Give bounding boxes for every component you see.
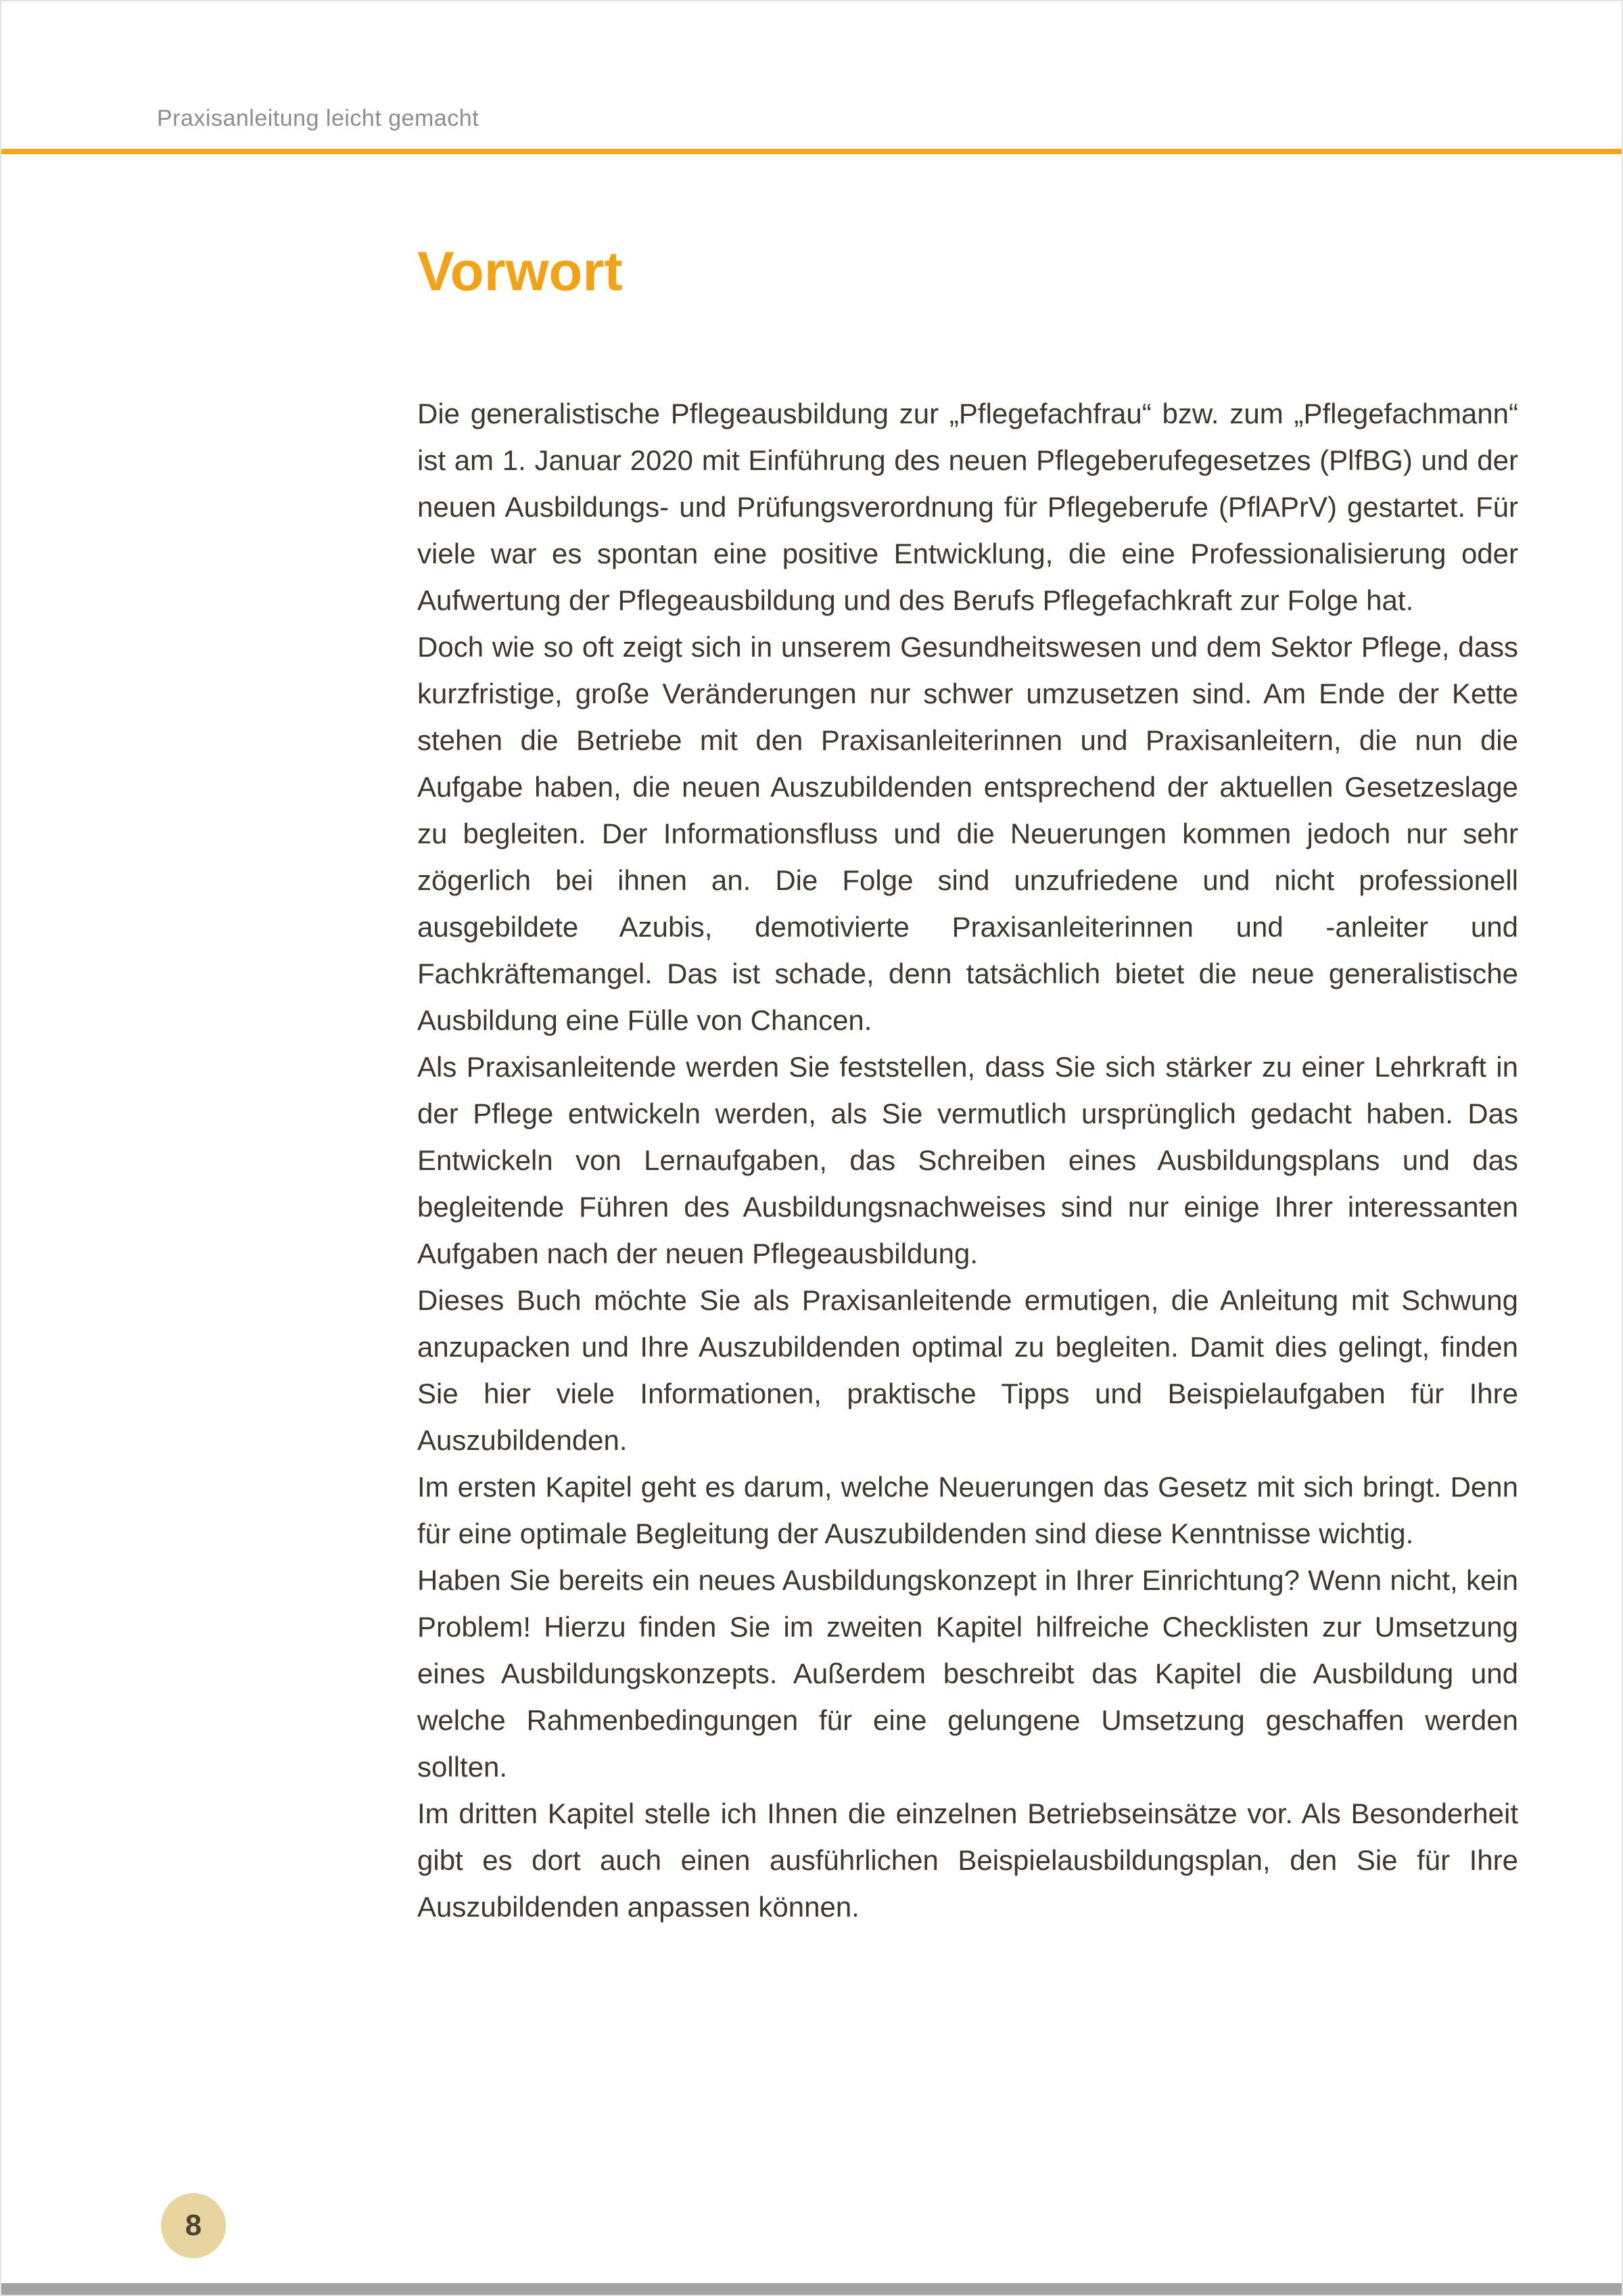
page-number: 8 — [185, 2209, 202, 2242]
page-bottom-edge — [1, 2283, 1622, 2295]
header-divider-rule — [1, 149, 1622, 154]
paragraph: Die generalistische Pflegeausbildung zur „Pflegefachfrau“ bzw. zum „Pflegefachmann“ ist am 1. Januar 2020 mit Einführung des neuen Pflegeberufegesetzes (PlfBG) und der neuen Ausbildungs- und Prüfungsverordnung für Pflegeberufe (PflAPrV) gestartet. Für viele war es spontan eine positive Entwicklung, die eine Professionalisierung oder Aufwertung der Pflegeausbildung und des Berufs Pflegefachkraft zur Folge hat. — [417, 398, 1518, 616]
page-title: Vorwort — [417, 241, 623, 302]
paragraph: Im ersten Kapitel geht es darum, welche Neuerungen das Gesetz mit sich bringt. Denn für eine optimale Begleitung der Auszubildenden sind diese Kenntnisse wichtig. — [417, 1471, 1518, 1549]
page-number-badge — [161, 2193, 226, 2258]
running-header: Praxisanleitung leicht gemacht — [157, 106, 479, 131]
paragraph: Als Praxisanleitende werden Sie feststellen, dass Sie sich stärker zu einer Lehrkraft in der Pflege entwickeln werden, als Sie vermutlich ursprünglich gedacht haben. Das Entwickeln von Lernaufgaben, das Schreiben eines Ausbildungsplans und das begleitende Führen des Ausbildungsnachweises sind nur einige Ihrer interessanten Aufgaben nach der neuen Pflegeausbildung. — [417, 1051, 1518, 1269]
paragraph: Dieses Buch möchte Sie als Praxisanleitende ermutigen, die Anleitung mit Schwung anzupacken und Ihre Auszubildenden optimal zu begleiten. Damit dies gelingt, finden Sie hier viele Informationen, praktische Tipps und Beispielaufgaben für Ihre Auszubildenden. — [417, 1284, 1518, 1456]
paragraph: Im dritten Kapitel stelle ich Ihnen die einzelnen Betriebseinsätze vor. Als Besonderheit gibt es dort auch einen ausführlichen Beispielausbildungsplan, den Sie für Ihre Auszubildenden anpassen können. — [417, 1798, 1518, 1923]
paragraph: Doch wie so oft zeigt sich in unserem Gesundheitswesen und dem Sektor Pflege, dass kurzfristige, große Veränderungen nur schwer umzusetzen sind. Am Ende der Kette stehen die Betriebe mit den Praxisanleiterinnen und Praxisanleitern, die nun die Aufgabe haben, die neuen Auszubildenden entsprechend der aktuellen Gesetzeslage zu begleiten. Der Informationsfluss und die Neuerungen kommen jedoch nur sehr zögerlich bei ihnen an. Die Folge sind unzufriedene und nicht professionell ausgebildete Azubis, demotivierte Praxisanleiterinnen und -anleiter und Fachkräftemangel. Das ist schade, denn tatsächlich bietet die neue generalistische Ausbildung eine Fülle von Chancen. — [417, 631, 1518, 1036]
paragraph: Haben Sie bereits ein neues Ausbildungskonzept in Ihrer Einrichtung? Wenn nicht, kein Problem! Hierzu finden Sie im zweiten Kapitel hilfreiche Checklisten zur Umsetzung eines Ausbildungskonzepts. Außerdem beschreibt das Kapitel die Ausbildung und welche Rahmenbedingungen für eine gelungene Umsetzung geschaffen werden sollten. — [417, 1564, 1518, 1783]
body-text — [417, 390, 1518, 1930]
content-area — [417, 241, 1518, 1930]
